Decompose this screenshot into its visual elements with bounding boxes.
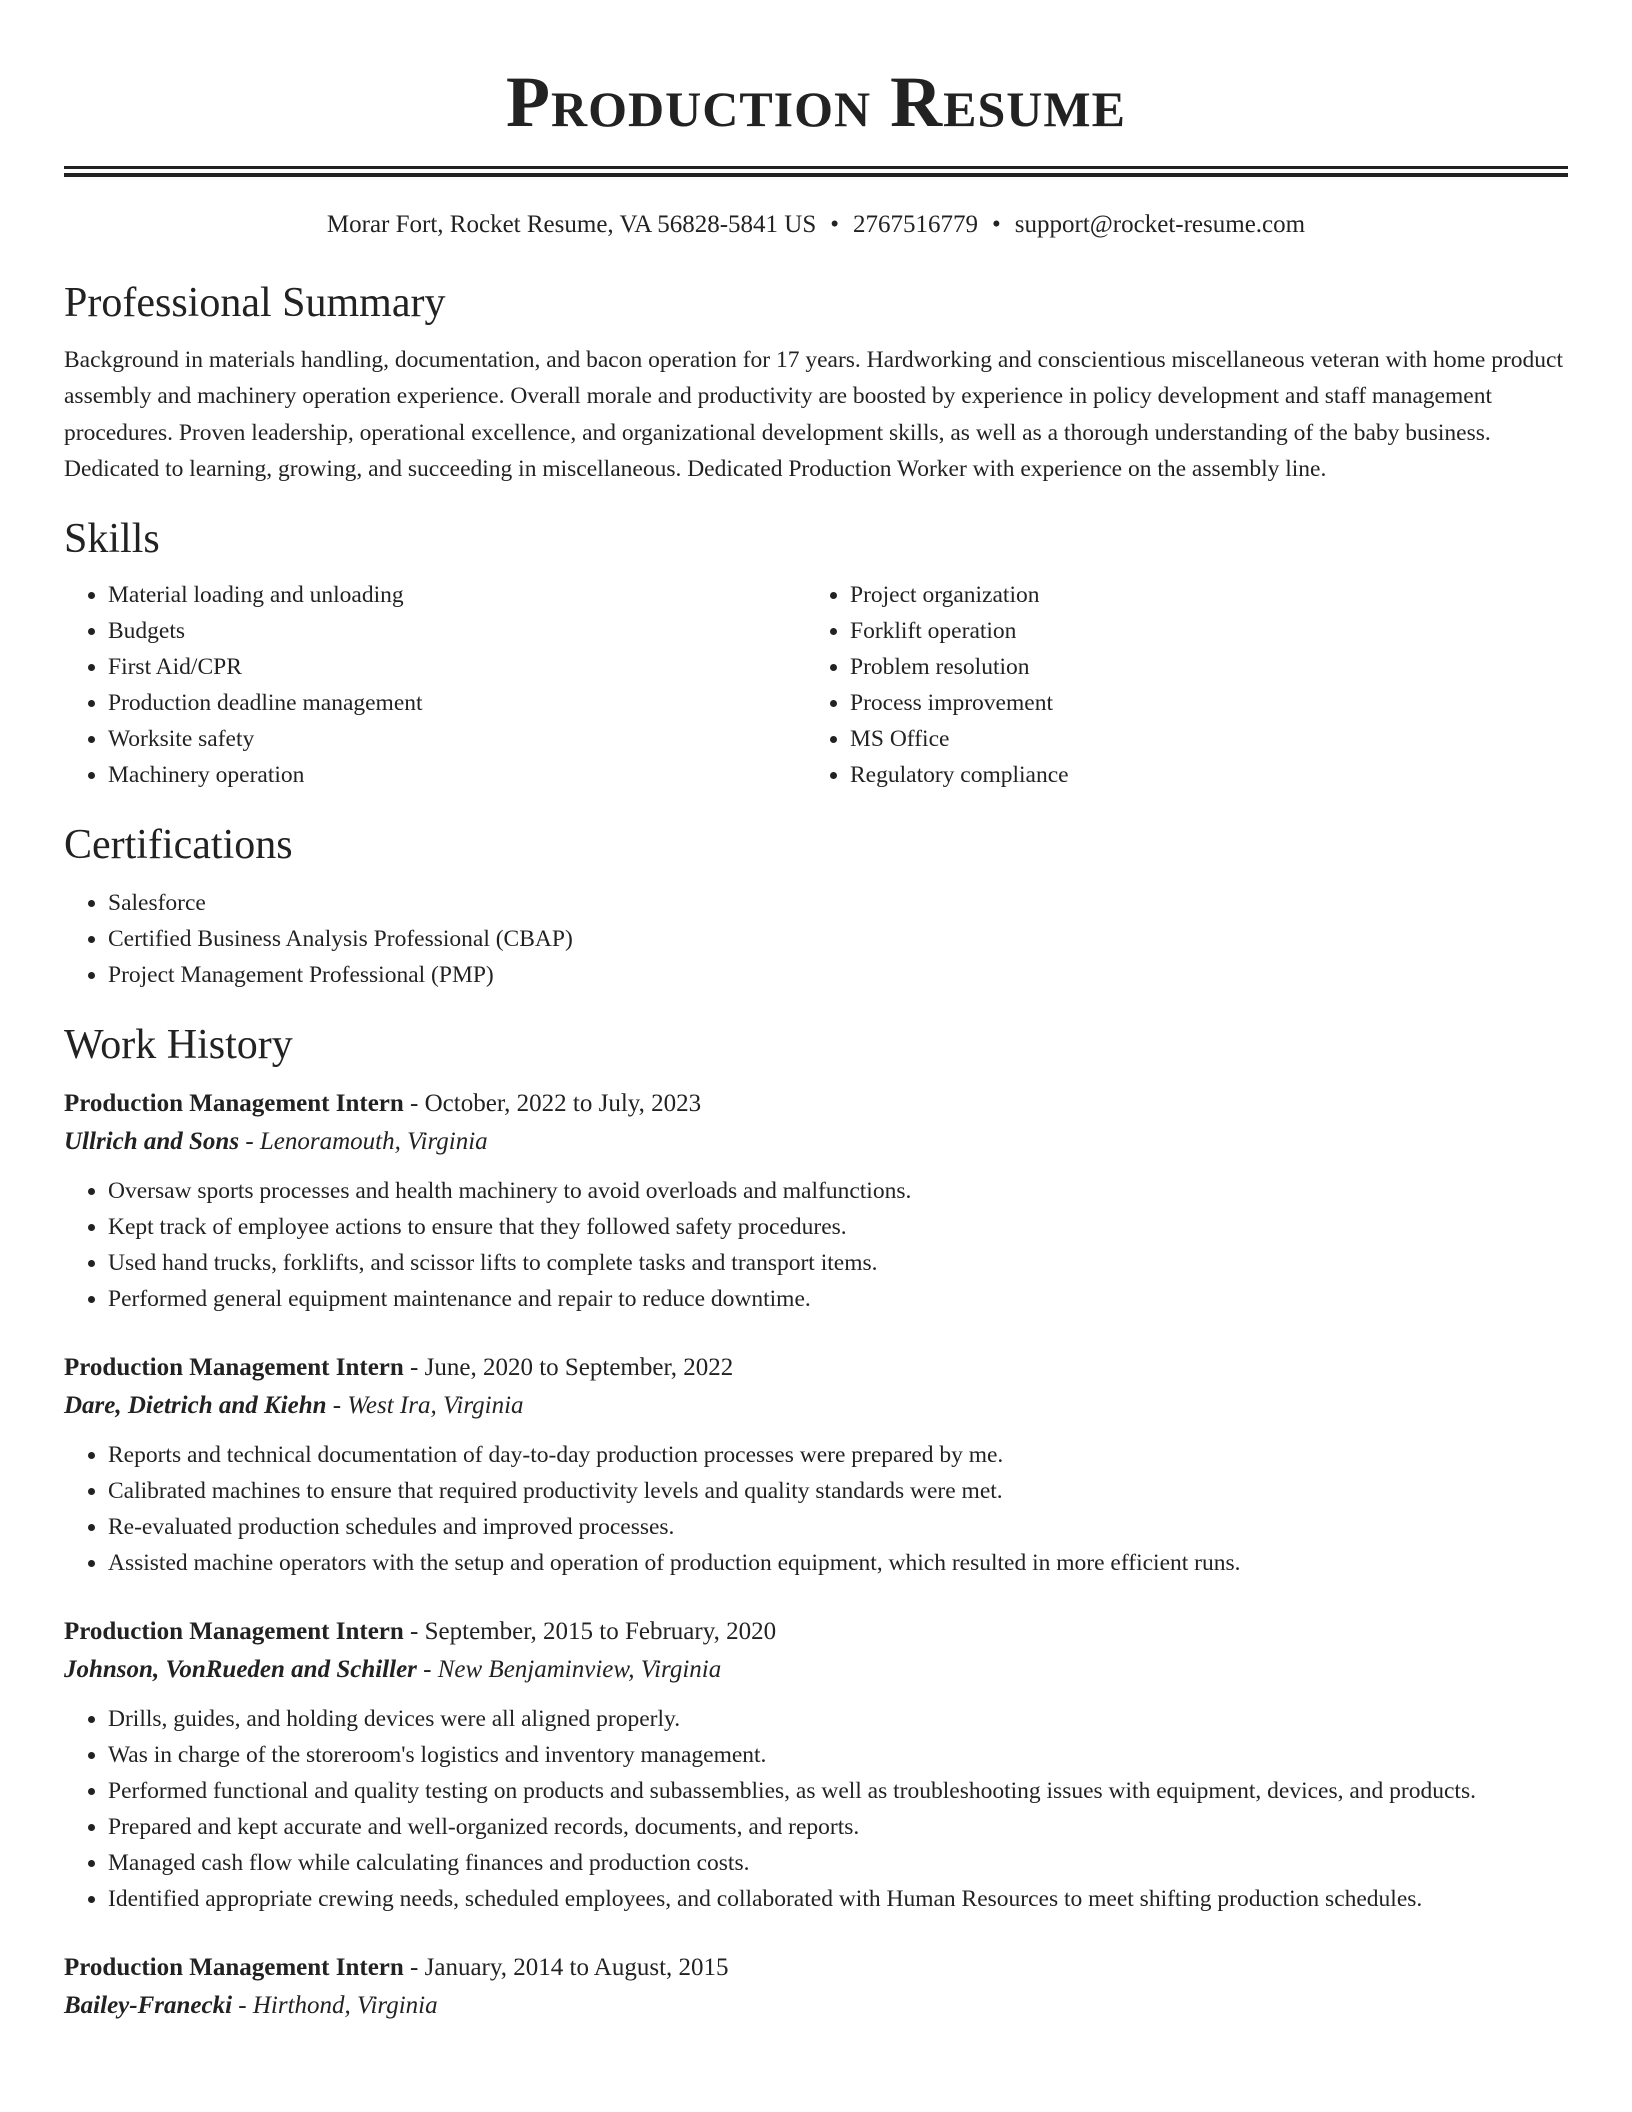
job-bullet: • Identified appropriate crewing needs, scheduled employees, and collaborated with Human Resources to meet shifting production schedules. xyxy=(108,1881,1568,1917)
job-bullets xyxy=(64,1437,1568,1581)
job-bullet: • Managed cash flow while calculating finances and production costs. xyxy=(108,1845,1568,1881)
job-company-line xyxy=(64,1987,1568,2025)
job-company: Ullrich and Sons xyxy=(64,1128,240,1156)
job-company-line xyxy=(64,1651,1568,1689)
skill-item: • Machinery operation xyxy=(108,757,806,793)
job-entry xyxy=(64,1949,1568,2025)
skill-item: • First Aid/CPR xyxy=(108,649,806,685)
job-company-line xyxy=(64,1123,1568,1161)
contact-separator: • xyxy=(992,211,1001,238)
skill-item: • Budgets xyxy=(108,613,806,649)
skill-item: • Problem resolution xyxy=(850,649,1548,685)
skill-item: • Process improvement xyxy=(850,685,1548,721)
job-entry xyxy=(64,1085,1568,1317)
contact-line xyxy=(64,207,1568,243)
job-dates: - October, 2022 to July, 2023 xyxy=(403,1090,702,1118)
certification-item: • Project Management Professional (PMP) xyxy=(108,957,1568,993)
skill-item: • MS Office xyxy=(850,721,1548,757)
job-bullet: • Calibrated machines to ensure that required productivity levels and quality standards were met. xyxy=(108,1473,1568,1509)
job-title-line xyxy=(64,1085,1568,1123)
job-dates: - September, 2015 to February, 2020 xyxy=(403,1618,777,1646)
job-dates: - January, 2014 to August, 2015 xyxy=(403,1954,729,1982)
job-bullet: • Assisted machine operators with the setup and operation of production equipment, which resulted in more efficient runs. xyxy=(108,1545,1568,1581)
skill-item: • Forklift operation xyxy=(850,613,1548,649)
job-title-line xyxy=(64,1613,1568,1651)
job-title: Production Management Intern xyxy=(64,1618,404,1646)
summary-text: Background in materials handling, documentation, and bacon operation for 17 years. Hardworking and conscientious miscellaneous veteran with home product assembly and machinery operation experience. Overall morale and productivity are boosted by experience in policy development and staff management procedures. Proven leadership, operational excellence, and organizational development skills, as well as a thorough understanding of the baby business. Dedicated to learning, growing, and succeeding in miscellaneous. Dedicated Production Worker with experience on the assembly line. xyxy=(64,347,1564,482)
contact-separator: • xyxy=(830,211,840,238)
job-bullet: • Re-evaluated production schedules and improved processes. xyxy=(108,1509,1568,1545)
skill-item: • Production deadline management xyxy=(108,685,806,721)
job-bullet: • Kept track of employee actions to ensure that they followed safety procedures. xyxy=(108,1209,1568,1245)
contact-address: Morar Fort, Rocket Resume, VA 56828-5841 US xyxy=(326,211,817,238)
work-history-heading: Work History xyxy=(64,1022,293,1069)
job-bullets xyxy=(64,1173,1568,1317)
job-bullet: • Performed functional and quality testing on products and subassemblies, as well as troubleshooting issues with equipment, devices, and products. xyxy=(108,1773,1568,1809)
job-bullet: • Oversaw sports processes and health machinery to avoid overloads and malfunctions. xyxy=(108,1173,1568,1209)
job-location: - New Benjaminview, Virginia xyxy=(416,1656,722,1684)
skills-heading: Skills xyxy=(64,516,160,563)
certifications-heading: Certifications xyxy=(64,822,293,869)
job-bullet: • Used hand trucks, forklifts, and scissor lifts to complete tasks and transport items. xyxy=(108,1245,1568,1281)
summary-heading: Professional Summary xyxy=(64,280,446,326)
job-title: Production Management Intern xyxy=(64,1954,404,1982)
certification-item: • Certified Business Analysis Professional (CBAP) xyxy=(108,921,1568,957)
job-company-line xyxy=(64,1387,1568,1425)
job-location: - Lenoramouth, Virginia xyxy=(239,1128,488,1156)
job-entry xyxy=(64,1613,1568,1917)
skills-list-right xyxy=(806,577,1548,793)
certification-item: • Salesforce xyxy=(108,885,1568,921)
skills-list-left xyxy=(64,577,806,793)
job-entry xyxy=(64,1349,1568,1581)
skill-item: • Material loading and unloading xyxy=(108,577,806,613)
skill-item: • Regulatory compliance xyxy=(850,757,1548,793)
contact-email: support@rocket-resume.com xyxy=(1014,211,1306,238)
resume-title: Production Resume xyxy=(506,62,1126,142)
job-bullet: • Prepared and kept accurate and well-organized records, documents, and reports. xyxy=(108,1809,1568,1845)
job-title-line xyxy=(64,1349,1568,1387)
job-location: - West Ira, Virginia xyxy=(326,1392,524,1420)
certifications-list xyxy=(64,885,1568,993)
skill-item: • Project organization xyxy=(850,577,1548,613)
resume-page xyxy=(64,0,1568,2025)
job-title-line xyxy=(64,1949,1568,1987)
job-title: Production Management Intern xyxy=(64,1090,404,1118)
job-location: - Hirthond, Virginia xyxy=(232,1992,438,2020)
job-bullet: • Was in charge of the storeroom's logistics and inventory management. xyxy=(108,1737,1568,1773)
contact-phone: 2767516779 xyxy=(853,211,979,238)
job-bullet: • Drills, guides, and holding devices were all aligned properly. xyxy=(108,1701,1568,1737)
job-bullet: • Performed general equipment maintenance and repair to reduce downtime. xyxy=(108,1281,1568,1317)
job-bullets xyxy=(64,1701,1568,1917)
skills-columns xyxy=(64,577,1568,793)
job-bullet: • Reports and technical documentation of day-to-day production processes were prepared by me. xyxy=(108,1437,1568,1473)
title-double-rule xyxy=(64,166,1568,177)
job-company: Johnson, VonRueden and Schiller xyxy=(64,1656,417,1684)
skill-item: • Worksite safety xyxy=(108,721,806,757)
job-company: Bailey-Franecki xyxy=(64,1992,233,2020)
job-company: Dare, Dietrich and Kiehn xyxy=(64,1392,327,1420)
job-dates: - June, 2020 to September, 2022 xyxy=(403,1354,734,1382)
job-title: Production Management Intern xyxy=(64,1354,404,1382)
